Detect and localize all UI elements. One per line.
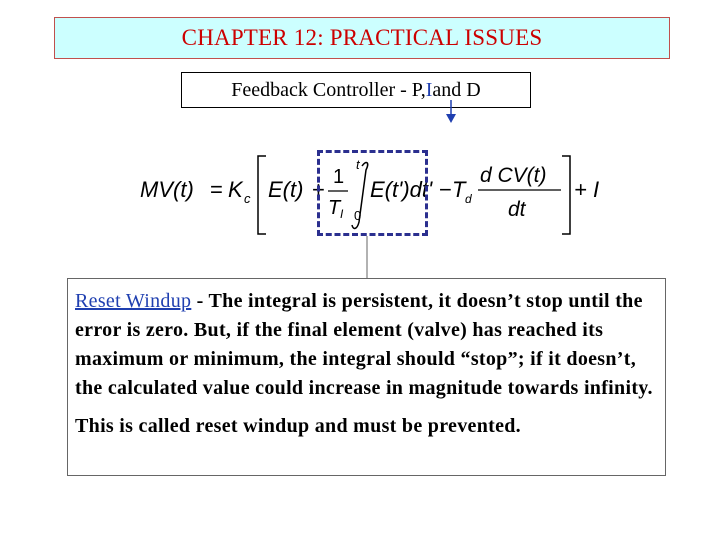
eq-plus-i: + I xyxy=(574,177,600,202)
eq-lhs: MV(t) xyxy=(140,177,194,202)
integral-upper: t xyxy=(356,157,360,172)
eq-gain-sub: c xyxy=(244,191,251,206)
right-bracket xyxy=(562,156,570,234)
eq-plus: + xyxy=(312,177,325,202)
reset-windup-label: Reset Windup xyxy=(75,290,192,312)
paragraph-reset-windup xyxy=(75,287,657,403)
arrow-down-icon xyxy=(446,114,456,123)
subtitle-suffix: and D xyxy=(432,78,481,101)
deriv-numerator: d CV(t) xyxy=(480,164,547,187)
left-bracket xyxy=(258,156,266,234)
integral-lower: 0 xyxy=(354,208,362,223)
eq-minus: − xyxy=(439,177,452,202)
eq-deriv-coef-sub: d xyxy=(465,192,472,206)
eq-integrand: E(t')dt' xyxy=(370,177,433,202)
reset-windup-text: - The integral is persistent, it doesn’t stop until the error is zero. But, if the final element (valve) has reached its maximum or minimum, the integral should “stop”; if it doesn’t, the calculated value could increase in magnitude towards infinity. xyxy=(75,290,653,399)
eq-equals: = xyxy=(210,177,223,202)
eq-gain: K xyxy=(228,177,243,202)
frac-numerator: 1 xyxy=(333,166,345,188)
frac-den-sub: I xyxy=(340,207,344,221)
eq-deriv-coef: T xyxy=(452,177,466,202)
explanation-box xyxy=(67,278,666,476)
eq-error: E(t) xyxy=(268,177,304,202)
integral-highlight-box xyxy=(317,150,428,236)
paragraph-conclusion: This is called reset windup and must be prevented. xyxy=(75,415,521,437)
frac-denominator: T xyxy=(328,197,341,219)
slide-title: CHAPTER 12: PRACTICAL ISSUES xyxy=(181,25,543,50)
subtitle-highlight: I xyxy=(425,78,433,101)
deriv-denominator: dt xyxy=(508,198,526,221)
subtitle-prefix: Feedback Controller - P, xyxy=(231,78,426,101)
